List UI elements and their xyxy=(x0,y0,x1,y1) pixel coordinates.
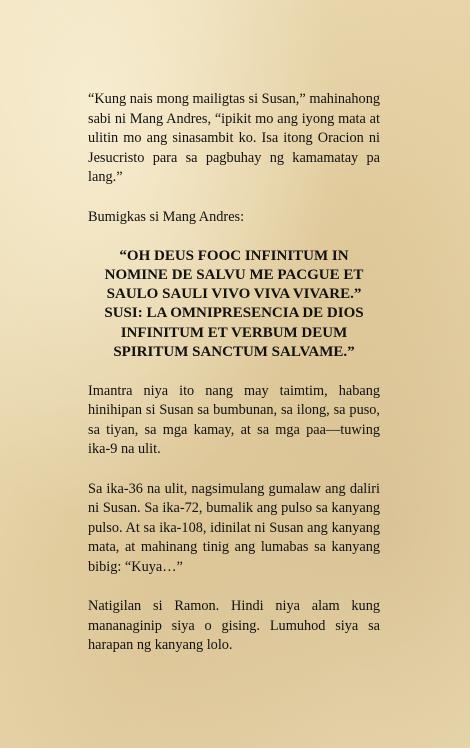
paragraph-mang-andres-instruction: “Kung nais mong mailigtas si Susan,” mahinahong sabi ni Mang Andres, “ipikit mo ang iyong mata at ulitin mo ang sinasambit ko. Isa itong Oracion ni Jesucristo para sa pagbuhay ng kamamatay pa lang.” xyxy=(88,91,380,186)
paragraph-gap xyxy=(88,362,380,382)
incantation-line-3: SAULO SAULI VIVO VIVA VIVARE.” xyxy=(106,286,362,303)
paragraph-gap xyxy=(88,460,380,480)
paragraph-bumigkas: Bumigkas si Mang Andres: xyxy=(88,208,245,225)
paragraph-susan-revives: Sa ika-36 na ulit, nagsimulang gumalaw ang daliri ni Susan. Sa ika-72, bumalik ang pulso sa kanyang pulso. At sa ika-108, idinilat ni Susan ang kanyang mata, at mahinang tinig ang lumabas sa kanyang bibig: “Kuya…” xyxy=(88,480,380,575)
paragraph-gap xyxy=(88,578,380,598)
paragraph-ramon-kneels: Natigilan si Ramon. Hindi niya alam kung mananaginip siya o gising. Lumuhod siya sa harapan ng kanyang lolo. xyxy=(88,598,380,654)
paragraph-gap xyxy=(88,227,380,247)
book-page-text xyxy=(88,90,380,656)
oracion-incantation xyxy=(88,247,380,362)
incantation-line-4: SUSI: LA OMNIPRESENCIA DE DIOS xyxy=(104,305,364,322)
incantation-line-5: INFINITUM ET VERBUM DEUM xyxy=(120,324,348,341)
paragraph-imantra: Imantra niya ito nang may taimtim, habang hinihipan si Susan sa bumbunan, sa ilong, sa puso, sa tiyan, sa mga kamay, at sa mga paa—tuwing ika-9 na ulit. xyxy=(88,382,380,458)
incantation-line-1: “OH DEUS FOOC INFINITUM IN xyxy=(119,247,349,264)
incantation-line-2: NOMINE DE SALVU ME PACGUE ET xyxy=(104,266,364,283)
paragraph-gap xyxy=(88,188,380,208)
incantation-line-6: SPIRITUM SANCTUM SALVAME.” xyxy=(113,343,355,360)
